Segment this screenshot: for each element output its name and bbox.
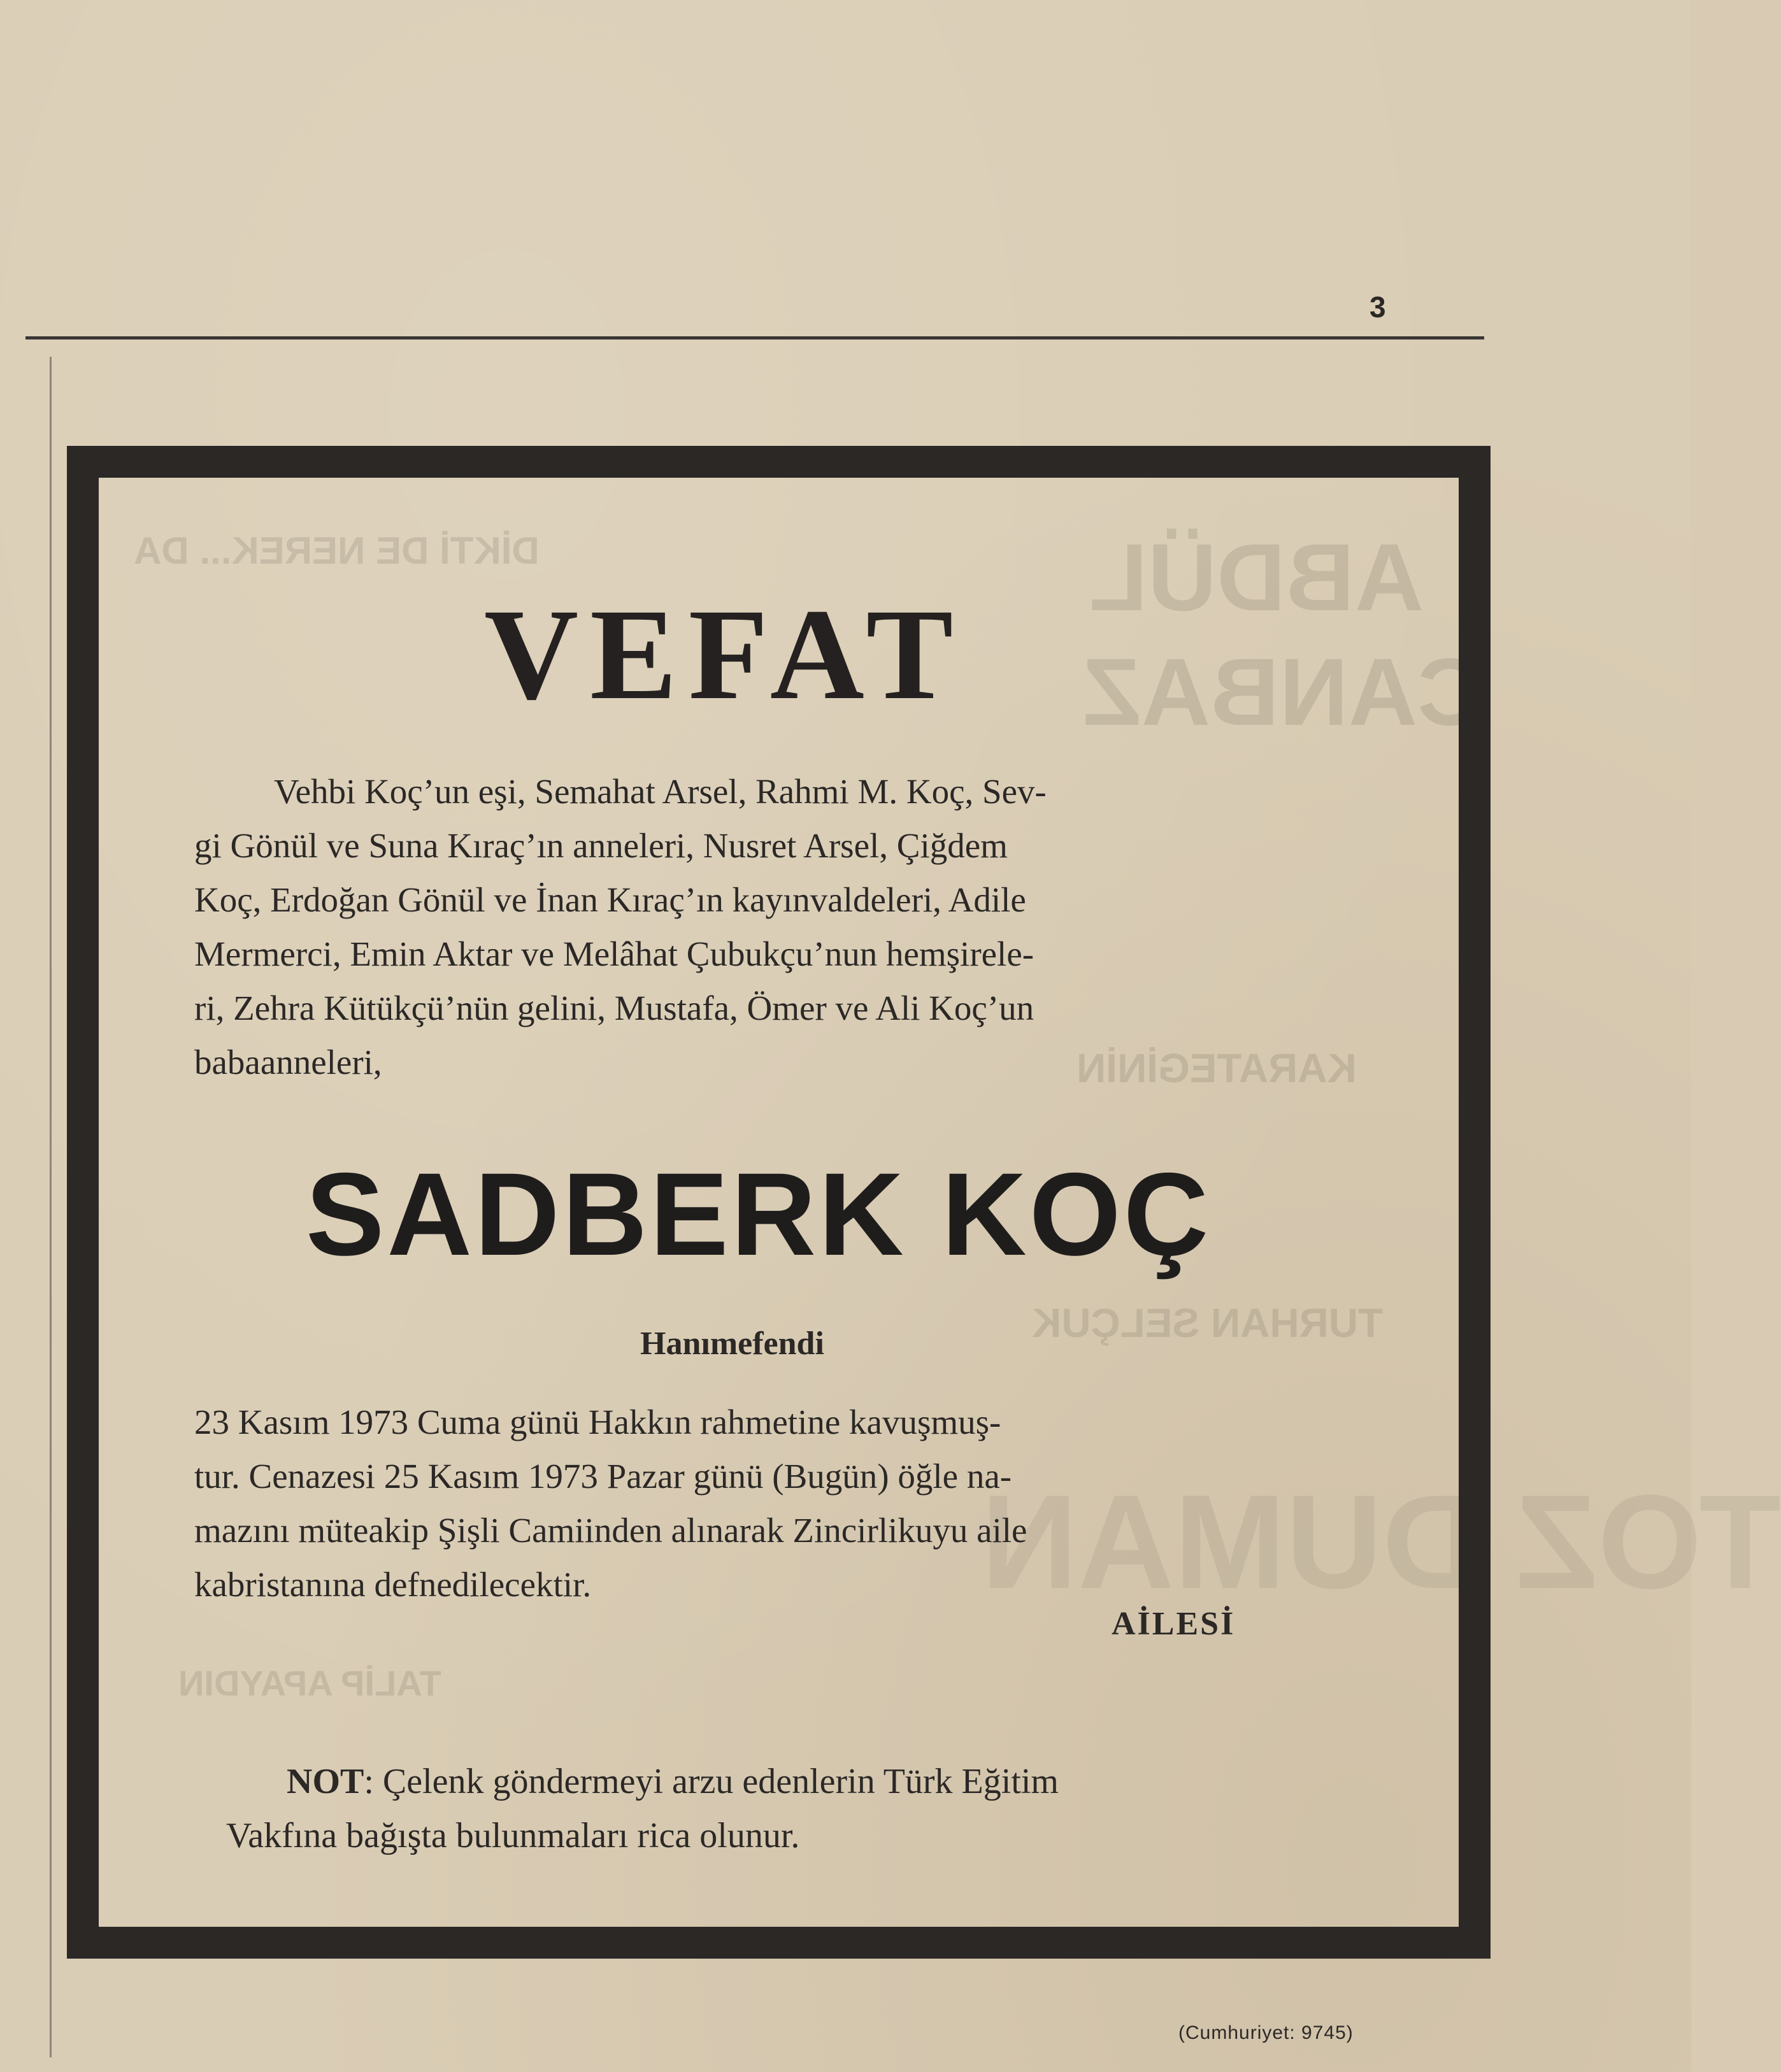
bleed-through-text: TURHAN SELÇUK [1032,1300,1384,1346]
intro-line: Koç, Erdoğan Gönül ve İnan Kıraç’ın kayınvaldeleri, Adile [194,880,1026,919]
bleed-through-text: KARATEGİNİN [1076,1045,1357,1091]
intro-paragraph [194,764,1344,1089]
bleed-through-text: CANBAZ [1083,638,1487,745]
note-line [287,1755,1059,1809]
details-line: tur. Cenazesi 25 Kasım 1973 Pazar günü (Bugün) öğle na- [194,1457,1012,1496]
source-credit: (Cumhuriyet: 9745) [1178,2022,1354,2043]
details-line: kabristanına defnedilecektir. [194,1565,592,1604]
details-line: mazını müteakip Şişli Camiinden alınarak Zincirlikuyu aile [194,1511,1027,1550]
intro-line: babaanneleri, [194,1043,382,1082]
intro-line: Vehbi Koç’un eşi, Semahat Arsel, Rahmi M. Koç, Sev- [274,772,1047,811]
intro-line: ri, Zehra Kütükçü’nün gelini, Mustafa, Ömer ve Ali Koç’un [194,989,1034,1027]
bleed-through-text: TOZ DUMAN [981,1467,1781,1617]
top-rule [25,336,1484,339]
deceased-name: SADBERK KOÇ [306,1149,1212,1280]
notice-title: VEFAT [484,582,965,727]
intro-line: Mermerci, Emin Aktar ve Melâhat Çubukçu’nun hemşirele- [194,934,1034,973]
funeral-details [194,1395,1347,1611]
intro-line: gi Gönül ve Suna Kıraç’ın anneleri, Nusret Arsel, Çiğdem [194,826,1008,865]
signature: AİLESİ [1112,1606,1236,1642]
left-column-rule [50,357,52,2057]
note-label: NOT [287,1762,364,1801]
details-line: 23 Kasım 1973 Cuma günü Hakkın rahmetine kavuşmuş- [194,1403,1001,1441]
bleed-through-text: ABDÜL [1089,524,1424,631]
bleed-through-text: TALİP APAYDIN [178,1663,441,1703]
honorific: Hanımefendi [640,1325,824,1362]
note-line: Vakfına bağışta bulunmaları rica olunur. [226,1816,800,1855]
bleed-through-text: DİKTİ DE NEREK... DA [134,529,540,572]
page-number: 3 [1370,290,1386,324]
note-text: : Çelenk göndermeyi arzu edenlerin Türk Eğitim [364,1762,1059,1801]
